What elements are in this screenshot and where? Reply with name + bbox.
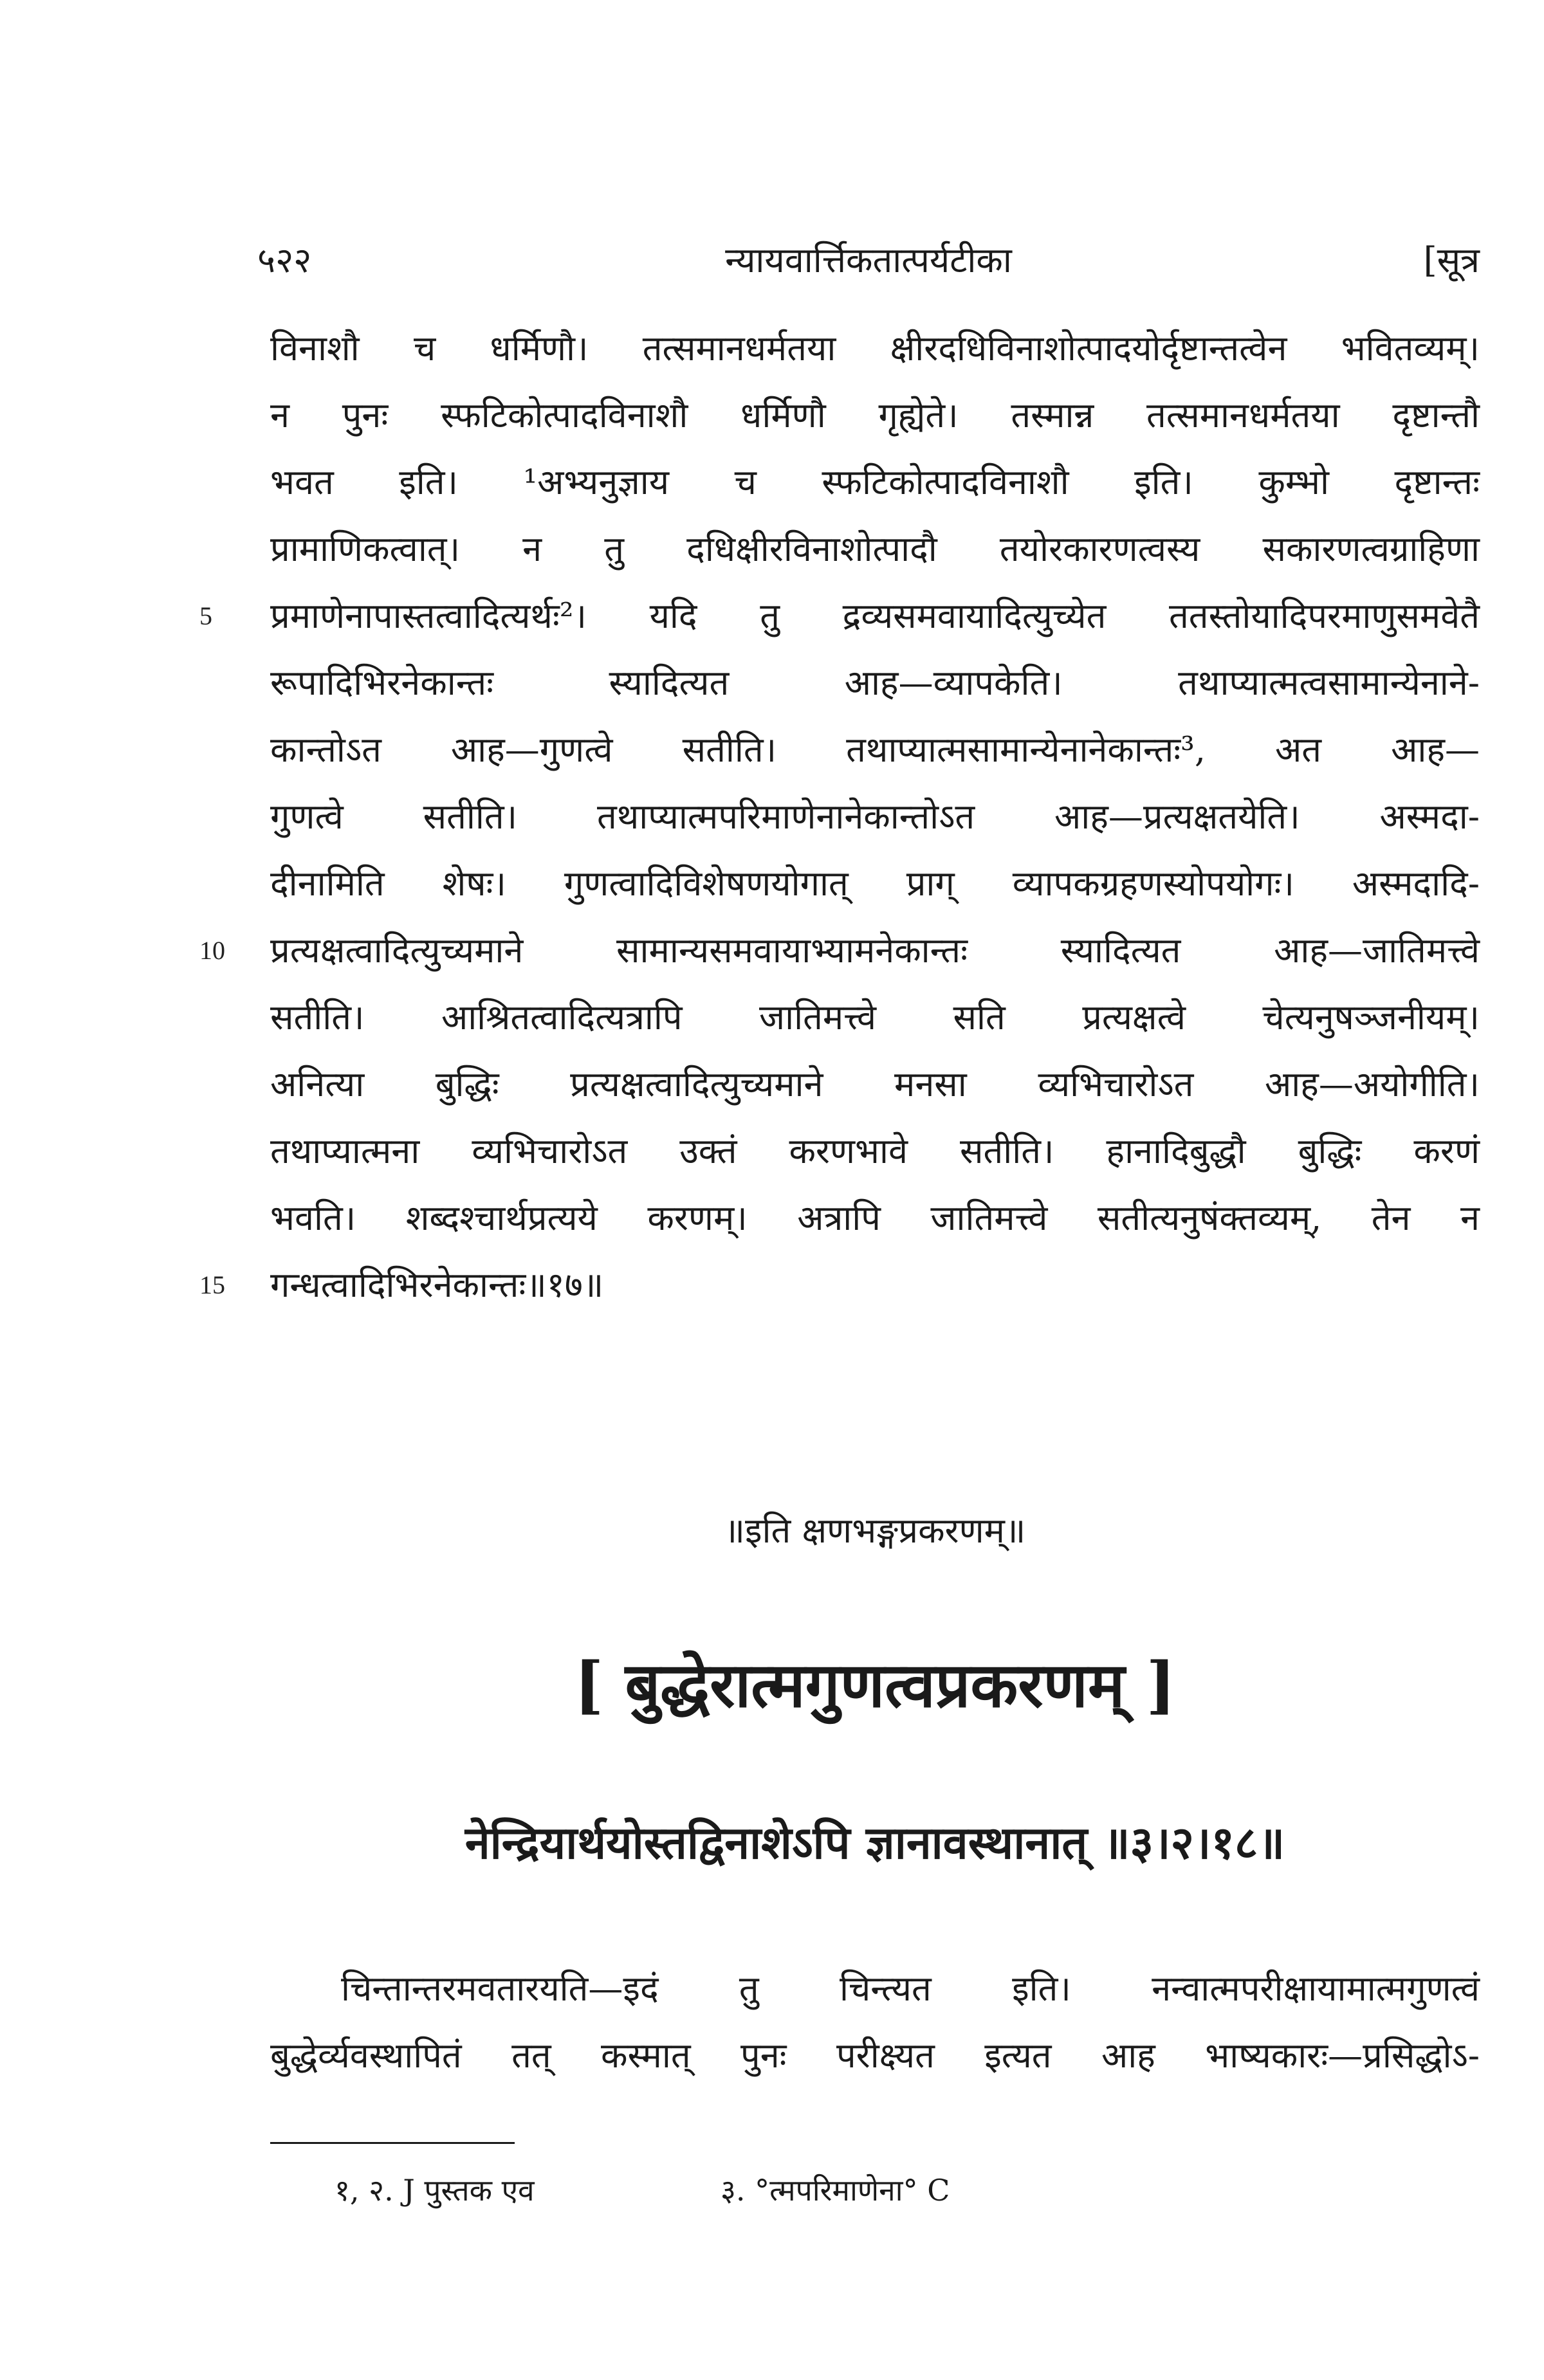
- footnote-rule: [270, 2142, 515, 2144]
- text-line: 5 प्रमाणेनापास्तत्वादित्यर्थः²। यदि तु द्रव्यसमवायादित्युच्येत ततस्तोयादिपरमाणुसमवेतै: [270, 583, 1480, 650]
- commentary-body: [199, 315, 1480, 1319]
- sutra-text: नेन्द्रियार्थयोस्तद्विनाशेऽपि ज्ञानावस्थानात् ॥३।२।१८॥: [464, 1816, 1285, 1869]
- line-number: 5: [199, 601, 212, 630]
- text-line: कान्तोऽत आह—गुणत्वे सतीति। तथाप्यात्मसामान्येनानेकान्तः³, अत आह—: [270, 729, 1480, 770]
- line-number: 15: [199, 1270, 225, 1299]
- text-line: बुद्धेर्व्यवस्थापितं तत् कस्मात् पुनः परीक्ष्यत इत्यत आह भाष्यकारः—प्रसिद्धोऽ-: [270, 2035, 1480, 2076]
- section-colophon: ॥इति क्षणभङ्गप्रकरणम्॥: [724, 1510, 1026, 1551]
- section-label: [सूत्र: [1423, 240, 1480, 280]
- text-line: अनित्या बुद्धिः प्रत्यक्षत्वादित्युच्यमाने मनसा व्यभिचारोऽत आह—अयोगीति।: [270, 1064, 1480, 1104]
- footnote: १, २. J पुस्तक एव: [335, 2173, 535, 2208]
- text-line: भवति। शब्दश्चार्थप्रत्यये करणम्। अत्रापि जातिमत्त्वे सतीत्यनुषंक्तव्यम्, तेन न: [270, 1198, 1480, 1238]
- text-line: गुणत्वे सतीति। तथाप्यात्मपरिमाणेनानेकान्तोऽत आह—प्रत्यक्षतयेति। अस्मदा-: [270, 796, 1480, 837]
- text-line: न पुनः स्फटिकोत्पादविनाशौ धर्मिणौ गृह्येते। तस्मान्न तत्समानधर्मतया दृष्टान्तौ: [270, 395, 1480, 435]
- text-line: सतीति। आश्रितत्वादित्यत्रापि जातिमत्त्वे सति प्रत्यक्षत्वे चेत्यनुषञ्जनीयम्।: [270, 997, 1480, 1038]
- page-number: ५२२: [257, 240, 312, 280]
- text-line: 10 प्रत्यक्षत्वादित्युच्यमाने सामान्यसमवायाभ्यामनेकान्तः स्यादित्यत आह—जातिमत्त्वे: [270, 917, 1480, 984]
- text-line: तथाप्यात्मना व्यभिचारोऽत उक्तं करणभावे सतीति। हानादिबुद्धौ बुद्धिः करणं: [270, 1131, 1480, 1171]
- running-title: न्यायवार्त्तिकतात्पर्यटीका: [725, 240, 1012, 280]
- text-line: भवत इति। ¹अभ्यनुज्ञाय च स्फटिकोत्पादविनाशौ इति। कुम्भो दृष्टान्तः: [270, 462, 1480, 502]
- footnote: ३. °त्मपरिमाणेना° C: [721, 2173, 950, 2208]
- text-line: चिन्तान्तरमवतारयति—इदं तु चिन्त्यत इति। नन्वात्मपरीक्षायामात्मगुणत्वं: [341, 1968, 1480, 2009]
- text-line: विनाशौ च धर्मिणौ। तत्समानधर्मतया क्षीरदधिविनाशोत्पादयोर्दृष्टान्तत्वेन भवितव्यम्।: [270, 328, 1480, 369]
- line-number: 10: [199, 936, 225, 965]
- section-heading: [ बुद्धेरात्मगुणत्वप्रकरणम् ]: [574, 1649, 1176, 1721]
- text-line: 15 गन्धत्वादिभिरनेकान्तः॥१७॥: [270, 1252, 1480, 1319]
- text-line: दीनामिति शेषः। गुणत्वादिविशेषणयोगात् प्राग् व्यापकग्रहणस्योपयोगः। अस्मदादि-: [270, 863, 1480, 904]
- text-line: प्रामाणिकत्वात्। न तु दधिक्षीरविनाशोत्पादौ तयोरकारणत्वस्य सकारणत्वग्राहिणा: [270, 529, 1480, 569]
- running-head: [257, 232, 1480, 289]
- sutra-commentary: [270, 1955, 1480, 2089]
- text-line: रूपादिभिरनेकान्तः स्यादित्यत आह—व्यापकेति। तथाप्यात्मत्वसामान्येनाने-: [270, 663, 1480, 703]
